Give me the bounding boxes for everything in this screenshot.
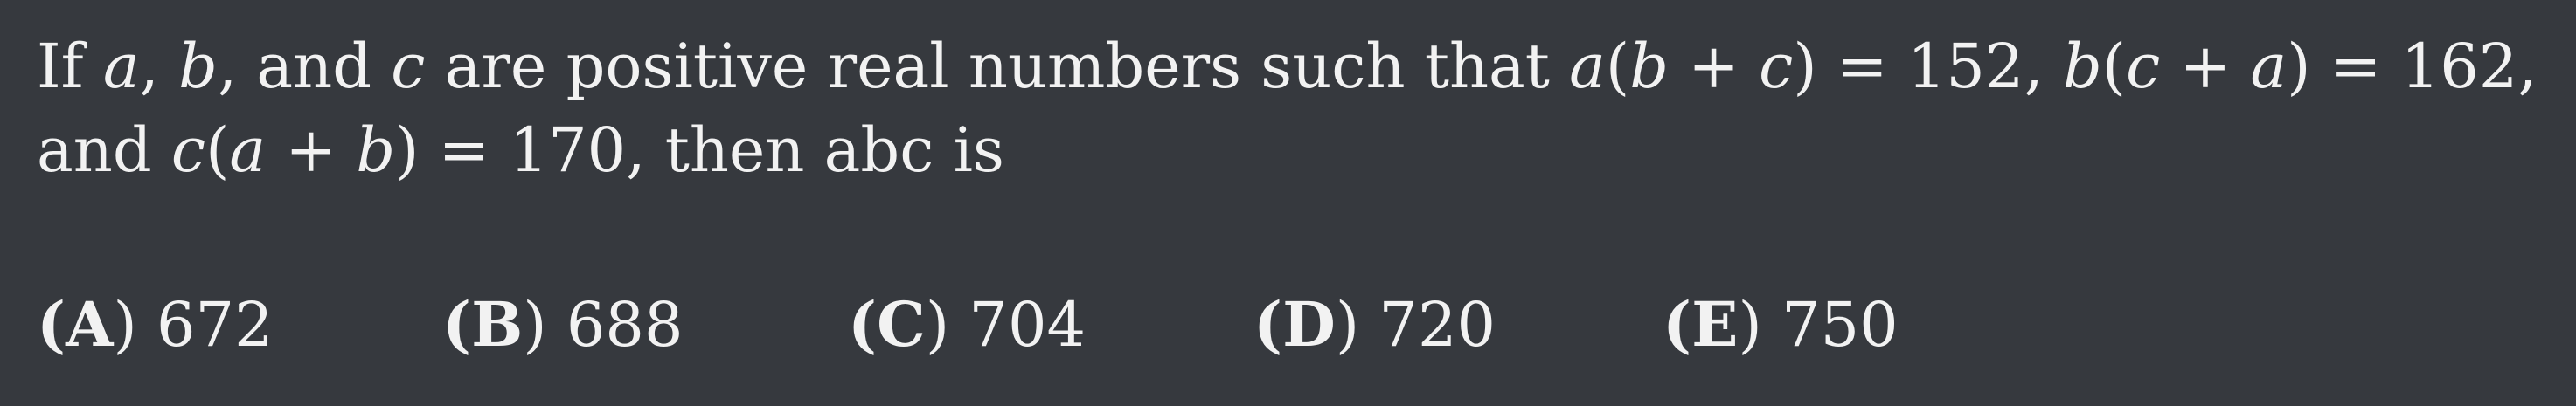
choice-close-paren: ) [925, 289, 950, 361]
math-text: ( [205, 114, 230, 186]
math-text: ( [1605, 31, 1630, 102]
text: , [139, 31, 179, 102]
choice-open-paren: ( [37, 288, 66, 361]
choice-value: 750 [1781, 289, 1899, 361]
math-var: b [356, 114, 396, 186]
math-var: b [1629, 31, 1670, 102]
problem-statement [37, 24, 2554, 192]
math-var-a: a [102, 31, 140, 102]
math-var: a [229, 114, 267, 186]
text: , and [217, 31, 392, 102]
math-text: ) = 170, then abc is [395, 114, 1004, 186]
math-var: c [2126, 31, 2161, 102]
choice-letter: A [66, 288, 114, 361]
choice-open-paren: ( [1253, 288, 1283, 361]
math-var-b: b [178, 31, 218, 102]
choice-c[interactable] [848, 281, 1086, 368]
math-text: ) = 162, [2287, 31, 2538, 102]
choice-b[interactable] [442, 281, 683, 368]
problem-line-2 [37, 108, 2554, 192]
math-var-c: c [391, 31, 426, 102]
choice-open-paren: ( [442, 288, 472, 361]
choice-letter: E [1691, 288, 1739, 361]
choice-a[interactable] [37, 281, 274, 368]
math-var: a [1569, 31, 1606, 102]
problem-line-1 [37, 24, 2554, 108]
math-text: + [2160, 31, 2251, 102]
math-var: b [2062, 31, 2102, 102]
text: are positive real numbers such that [425, 31, 1570, 102]
choice-letter: D [1282, 288, 1336, 361]
choice-value: 720 [1378, 289, 1496, 361]
choice-e[interactable] [1663, 281, 1899, 368]
math-var: a [2250, 31, 2288, 102]
choice-close-paren: ) [1738, 289, 1762, 361]
math-var: c [170, 114, 206, 186]
choice-close-paren: ) [1335, 289, 1360, 361]
choice-value: 672 [156, 289, 274, 361]
text: If [37, 31, 103, 102]
math-text: ( [2101, 31, 2127, 102]
choice-d[interactable] [1253, 281, 1496, 368]
choice-value: 704 [969, 289, 1087, 361]
choice-close-paren: ) [523, 289, 547, 361]
choice-letter: C [877, 288, 926, 361]
choice-open-paren: ( [1663, 288, 1692, 361]
choice-open-paren: ( [848, 288, 878, 361]
choice-letter: B [471, 288, 524, 361]
choice-close-paren: ) [113, 289, 137, 361]
math-text: + [266, 114, 357, 186]
math-text: + [1669, 31, 1760, 102]
math-var: c [1759, 31, 1794, 102]
text: and [37, 114, 171, 186]
math-text: ) = 152, [1793, 31, 2063, 102]
choice-value: 688 [566, 289, 684, 361]
